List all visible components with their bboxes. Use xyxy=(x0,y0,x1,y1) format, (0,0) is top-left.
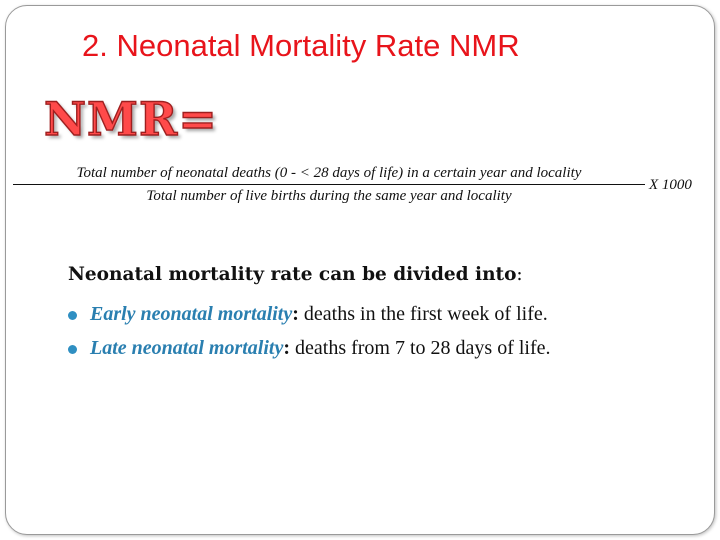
formula-numerator: Total number of neonatal deaths (0 - < 28 days of life) in a certain year and locality xyxy=(76,165,582,181)
bullet-term: Late neonatal mortality xyxy=(90,337,284,359)
bullet-dot-icon xyxy=(68,311,77,320)
bullet-description: deaths from 7 to 28 days of life. xyxy=(290,337,551,359)
bullet-list xyxy=(68,302,551,370)
list-item xyxy=(68,336,551,370)
bullet-dot-icon xyxy=(68,345,77,354)
slide-title: 2. Neonatal Mortality Rate NMR xyxy=(82,28,520,63)
formula-denominator: Total number of live births during the same year and locality xyxy=(146,188,512,204)
bullet-separator: : xyxy=(292,303,299,325)
bullet-term: Early neonatal mortality xyxy=(90,303,293,325)
slide xyxy=(5,5,715,535)
formula-label: NMR= xyxy=(44,92,218,146)
intro-colon: : xyxy=(516,264,523,285)
formula-multiplier: X 1000 xyxy=(649,177,692,193)
intro-text xyxy=(68,264,523,285)
bullet-description: deaths in the first week of life. xyxy=(298,303,548,325)
formula-fraction xyxy=(13,165,645,205)
bullet-separator: : xyxy=(283,337,291,359)
intro-main: Neonatal mortality rate can be divided into xyxy=(68,264,517,285)
list-item xyxy=(68,302,551,336)
